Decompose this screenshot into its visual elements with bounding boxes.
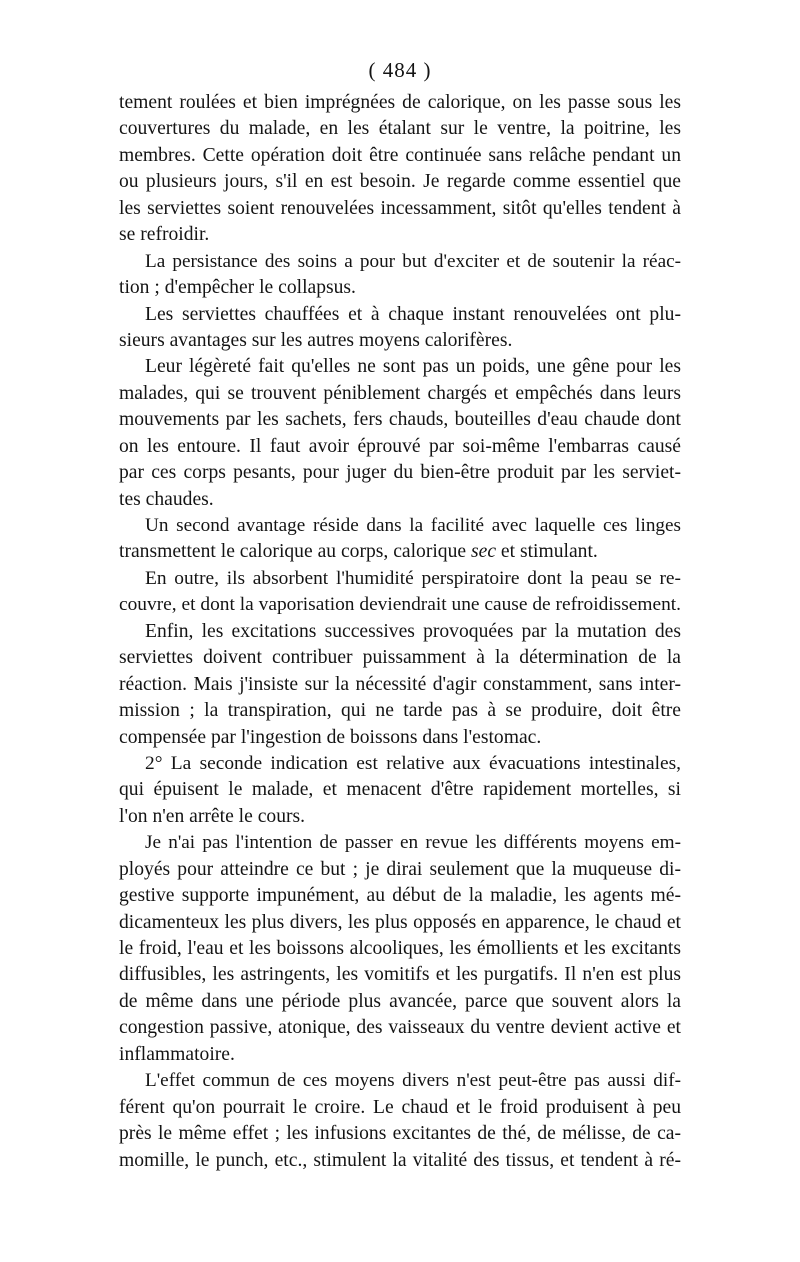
text-line: couvertures du malade, en les étalant sur le ventre, la poitrine, les <box>119 118 681 140</box>
paragraph <box>119 513 681 566</box>
text-line: diffusibles, les astringents, les vomitifs et les purgatifs. Il n'en est plus <box>119 964 681 986</box>
emphasis: sec <box>471 541 497 563</box>
text-line: tes chaudes. <box>119 488 214 510</box>
text-line: En outre, ils absorbent l'humidité perspiratoire dont la peau se re- <box>145 567 681 589</box>
text-line: Je n'ai pas l'intention de passer en revue les différents moyens em- <box>145 832 681 854</box>
text-line: mission ; la transpiration, qui ne tarde pas à se produire, doit être <box>119 700 681 722</box>
text-line: serviettes doivent contribuer puissamment à la détermination de la <box>119 647 681 669</box>
text-line: tion ; d'empêcher le collapsus. <box>119 277 356 299</box>
text-line: couvre, et dont la vaporisation deviendrait une cause de refroidissement. <box>119 594 681 616</box>
text-line: congestion passive, atonique, des vaisseaux du ventre devient active et <box>119 1017 681 1039</box>
text-line: réaction. Mais j'insiste sur la nécessité d'agir constamment, sans inter- <box>119 673 681 695</box>
text-line: compensée par l'ingestion de boissons dans l'estomac. <box>119 726 542 748</box>
text-line: malades, qui se trouvent péniblement chargés et empêchés dans leurs <box>119 382 681 404</box>
paragraph <box>119 830 681 1068</box>
text-line: dicamenteux les plus divers, les plus opposés en apparence, le chaud et <box>119 911 681 933</box>
text-line: La persistance des soins a pour but d'exciter et de soutenir la réac- <box>145 250 681 272</box>
text-line: sieurs avantages sur les autres moyens calorifères. <box>119 329 513 351</box>
text-line: par ces corps pesants, pour juger du bien-être produit par les serviet- <box>119 462 681 484</box>
text-line: ou plusieurs jours, s'il en est besoin. Je regarde comme essentiel que <box>119 171 681 193</box>
text-line: membres. Cette opération doit être continuée sans relâche pendant un <box>119 144 681 166</box>
text-line: 2° La seconde indication est relative aux évacuations intestinales, <box>145 752 681 774</box>
text-line: près le même effet ; les infusions excitantes de thé, de mélisse, de ca- <box>119 1123 681 1145</box>
text-line: l'on n'en arrête le cours. <box>119 805 306 827</box>
text-line: gestive supporte impunément, au début de la maladie, les agents mé- <box>119 885 681 907</box>
paragraph <box>119 354 681 513</box>
text-line: se refroidir. <box>119 224 210 246</box>
body-text <box>119 90 681 1174</box>
paragraph <box>119 1068 681 1174</box>
text-line: les serviettes soient renouvelées incessamment, sitôt qu'elles tendent à <box>119 197 681 219</box>
text-line: on les entoure. Il faut avoir éprouvé par soi-même l'embarras causé <box>119 435 681 457</box>
text-line: transmettent le calorique au corps, calorique sec et stimulant. <box>119 541 598 563</box>
text-line: Enfin, les excitations successives provoquées par la mutation des <box>145 620 681 642</box>
text-line: tement roulées et bien imprégnées de calorique, on les passe sous les <box>119 92 681 113</box>
text-line: de même dans une période plus avancée, parce que souvent alors la <box>119 990 681 1012</box>
paragraph <box>119 619 681 751</box>
text-line: Un second avantage réside dans la facilité avec laquelle ces linges <box>145 515 681 536</box>
text-line: mouvements par les sachets, fers chauds, bouteilles d'eau chaude dont <box>119 409 681 431</box>
text-line: férent qu'on pourrait le croire. Le chaud et le froid produisent à peu <box>119 1096 681 1118</box>
text-line: Leur légèreté fait qu'elles ne sont pas un poids, une gêne pour les <box>145 356 681 378</box>
text-line: qui épuisent le malade, et menacent d'être rapidement mortelles, si <box>119 779 681 801</box>
paragraph <box>119 302 681 355</box>
text-line: L'effet commun de ces moyens divers n'est peut-être pas aussi dif- <box>145 1070 681 1092</box>
text-line: le froid, l'eau et les boissons alcooliques, les émollients et les excitants <box>119 938 681 959</box>
paragraph <box>119 751 681 830</box>
text-line: inflammatoire. <box>119 1043 235 1065</box>
paragraph <box>119 566 681 619</box>
paragraph <box>119 249 681 302</box>
text-line: momille, le punch, etc., stimulent la vitalité des tissus, et tendent à ré- <box>119 1149 681 1171</box>
paragraph <box>119 90 681 249</box>
page-number: ( 484 ) <box>368 58 432 82</box>
text-line: Les serviettes chauffées et à chaque instant renouvelées ont plu- <box>145 303 681 325</box>
text-line: ployés pour atteindre ce but ; je dirai seulement que la muqueuse di- <box>119 858 681 880</box>
